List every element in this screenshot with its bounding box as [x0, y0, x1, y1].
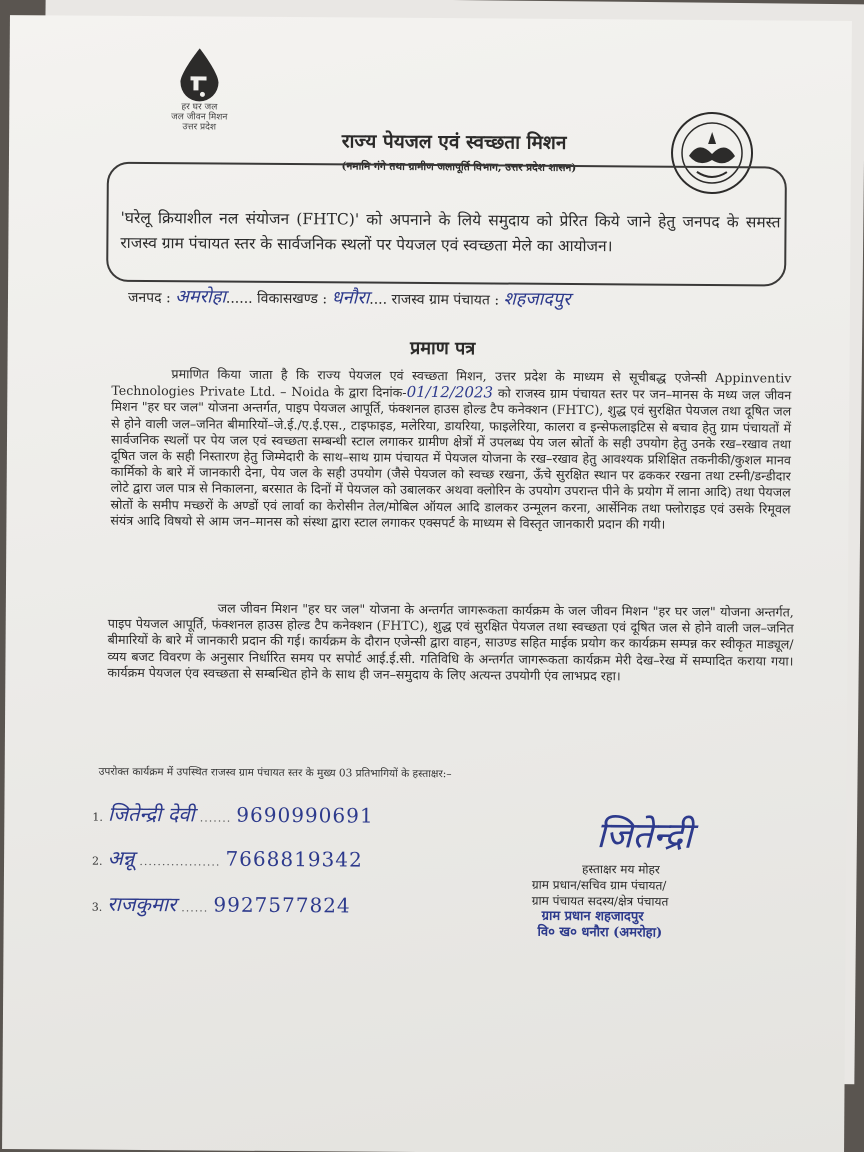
block-value: धनौरा: [331, 287, 370, 309]
certificate-paragraph-2: जल जीवन मिशन "हर घर जल" योजना के अन्तर्गत जागरूकता कार्यक्रम के जल जीवन मिशन "हर घर जल" योजना अन्तर्गत, पाइप पेयजल आपूर्ति, फंक्शनल हाउस होल्ड टैप कनेक्शन (FHTC), शुद्ध एवं सुरक्षित पेयजल तथा स्वच्छता एवं दूषित जल से होने वाली जल–जनित बीमारियों के बारे में जानकारी प्रदान की गई। कार्यक्रम के दौरान एजेन्सी द्वारा वाहन, साउण्ड सहित माईक प्रयोग कर कार्यक्रम सम्पन्न कर स्वीकृत माड्यूल/व्यय बजट विवरण के अनुसार निर्धारित समय पर सपोर्ट आई.ई.सी. गतिविधि के अन्तर्गत जागरूकता कार्यक्रम मेरी देख–रेख में सम्पादित कराया गया। कार्यक्रम पेयजल एंव स्वच्छता से सम्बन्धित होने के साथ ही जन–समुदाय के लिए अत्यन्त उपयोगी एंव लाभप्रद रहा।: [107, 600, 794, 684]
participant-phone: 9690990691: [236, 802, 374, 828]
event-date: 01/12/2023: [406, 383, 494, 402]
logo-left-line: हर घर जल: [181, 102, 218, 113]
participant-1: 1. जितेन्द्री देवी ....... 9690990691: [92, 801, 374, 828]
para1-part-a: प्रमाणित किया जाता है कि राज्य पेयजल एवं स्वच्छता मिशन, उत्तर प्रदेश के माध्यम से सूचीबद्ध एजेन्सी Appinventiv Technologies Private Ltd. – Noida के द्वारा दिनांक-: [111, 366, 792, 401]
participant-2: 2. अन्नू .................. 7668819342: [92, 845, 363, 872]
block-label: विकासखण्ड :: [257, 290, 328, 308]
org-subtitle: (नमामि गंगे तथा ग्रामीण जलापूर्ति विभाग, उत्तर प्रदेश शासन): [341, 160, 577, 175]
location-fields: जनपद : अमरोहा...... विकासखण्ड : धनौरा.... राजस्व ग्राम पंचायत : शहजादपुर: [127, 286, 571, 310]
participant-num: 3.: [91, 900, 103, 914]
official-stamp-block: [532, 861, 733, 942]
logo-left-line: उत्तर प्रदेश: [182, 122, 217, 133]
certificate-title: प्रमाण पत्र: [410, 337, 476, 360]
para1-part-b: को राजस्व ग्राम पंचायत स्तर पर जन–मानस के मध्य जल जीवन मिशन "हर घर जल" योजना अन्तर्गत, पाइप पेयजल आपूर्ति, फंक्शनल हाउस होल्ड टैप कनेक्शन (FHTC), शुद्ध एवं सुरक्षित पेयजल तथा दूषित जल से होने वाली जल–जनित बीमारियों–जे.ई./ए.ई.एस., टाइफाइड, मलेरिया, डायरिया, फाइलेरिया, कालरा व इन्सेफलाइटिस से बचाव हेतु ग्राम पंचायतों में सार्वजनिक स्थलों पर पेय जल एवं स्वच्छता सम्बन्धी स्टाल लगाकर ग्रामीण क्षेत्रों में उपलब्ध पेय जल स्रोतों के सही उपयोग हेतु उनके रख–रखाव तथा दूषित जल के सही निस्तारण हेतु जिम्मेदारी के साथ–साथ ग्राम पंचायत में पेयजल योजना के रख–रखाव हेतु आवश्यक प्रशिक्षित तकनीकी/कुशल मानव कार्मिको के बारे में जानकारी देना, पेय जल के सही उपयोग (जैसे पेयजल को स्वच्छ रखना, ऊँचे सुरक्षित स्थान पर ढककर रखना तथा टस्नी/डन्डीदार लोटे द्वारा जल पात्र से निकालना, बरसात के दिनों में पेयजल को उबालकर अथवा क्लोरिन के उपयोग उपरान्त पीने के प्रयोग में लाना आदि) तथा पेयजल स्रोतों के समीप मच्छरों के अण्डों एवं लार्वा का केरोसीन तेल/मोबिल ऑयल आदि डालकर उन्मूलन करना, आर्सेनिक तथा फ्लोराइड एवं उसके रिमूवल संयंत्र आदि विषयो से आम जन–मानस को संस्था द्वारा स्टाल लगाकर एक्सपर्ट के माध्यम से विस्तृत जानकारी प्रदान की गयी।: [110, 385, 792, 532]
stamp-line: ग्राम प्रधान/सचिव ग्राम पंचायत/: [531, 877, 667, 893]
seal-line-2: वि० ख० धनौरा (अमरोहा): [537, 924, 663, 941]
signatures-intro: उपरोक्त कार्यक्रम में उपस्थित राजस्व ग्राम पंचायत स्तर के मुख्य 03 प्रतिभागियों के हस्ताक्षर:–: [98, 765, 452, 781]
participant-name: अन्नू: [107, 845, 135, 870]
har-ghar-jal-logo: [159, 46, 240, 133]
panchayat-value: शहजादपुर: [503, 288, 571, 310]
participant-3: 3. राजकुमार ...... 9927577824: [91, 891, 351, 918]
pradhan-signature: जितेन्द्री: [596, 815, 693, 857]
event-banner-text: 'घरेलू क्रियाशील नल संयोजन (FHTC)' को अपनाने के लिये समुदाय को प्रेरित किये जाने हेतु जनपद के समस्त राजस्व ग्राम पंचायत स्तर के सार्वजनिक स्थलों पर पेयजल एवं स्वच्छता मेले का आयोजन।: [120, 208, 781, 256]
panchayat-label: राजस्व ग्राम पंचायत :: [391, 291, 500, 309]
participant-num: 2.: [92, 854, 103, 868]
participant-name: राजकुमार: [107, 891, 177, 917]
org-title: राज्य पेयजल एवं स्वच्छता मिशन: [341, 130, 567, 154]
participant-phone: 9927577824: [213, 892, 351, 918]
participant-name: जितेन्द्री देवी: [107, 801, 195, 827]
logo-left-line: जल जीवन मिशन: [171, 112, 228, 123]
water-drop-icon: [176, 46, 222, 102]
seal-line-1: ग्राम प्रधान शहजादपुर: [541, 908, 644, 925]
certificate-paragraph-1: [110, 366, 791, 534]
certificate-page: [2, 15, 852, 1152]
district-label: जनपद :: [127, 289, 171, 307]
stamp-line: ग्राम पंचायत सदस्य/क्षेत्र पंचायत: [531, 893, 669, 909]
district-value: अमरोहा: [175, 286, 227, 308]
stamp-line: हस्ताक्षर मय मोहर: [581, 862, 660, 877]
participant-num: 1.: [92, 810, 103, 824]
participant-phone: 7668819342: [225, 846, 363, 872]
